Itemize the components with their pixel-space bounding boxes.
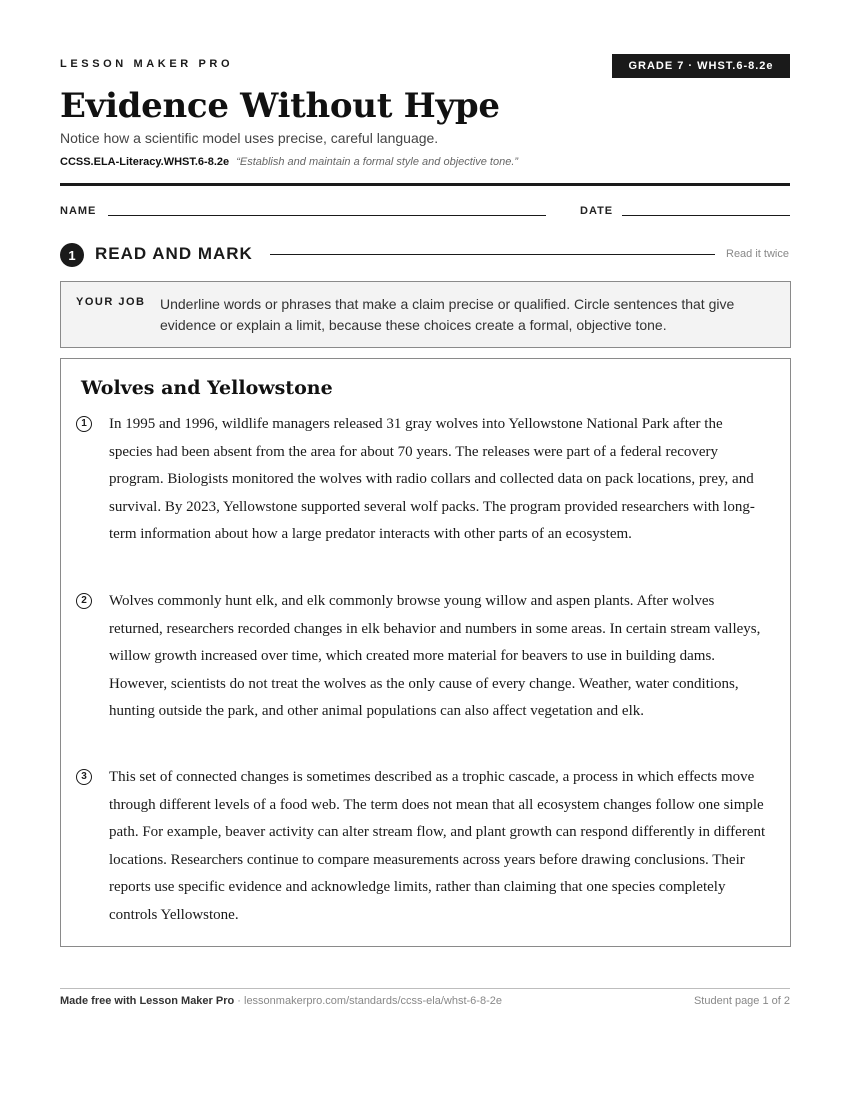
footer-divider	[60, 988, 790, 989]
paragraph-text: Wolves commonly hunt elk, and elk commonly browse young willow and aspen plants. After wolves returned, researchers recorded changes in elk behavior and numbers in some areas. In certain stream valleys, willow growth increased over time, which created more material for beavers to use in building dams. However, scientists do not treat the wolves as the only cause of every change. Weather, water conditions, hunting outside the park, and other animal populations can also affect vegetation and elk.	[109, 593, 761, 719]
name-field[interactable]	[108, 215, 546, 216]
reading-passage	[60, 358, 791, 947]
page-subtitle: Notice how a scientific model uses precise, careful language.	[60, 130, 439, 146]
section-number-badge: 1	[60, 243, 84, 267]
paragraph-number-badge: 2	[76, 593, 92, 609]
header-divider	[60, 183, 790, 186]
section-title: READ AND MARK	[95, 244, 253, 263]
name-label: NAME	[60, 205, 97, 217]
section-divider	[270, 254, 715, 255]
paragraph-number-badge: 1	[76, 416, 92, 432]
paragraph-number-badge: 3	[76, 769, 92, 785]
paragraph-text: In 1995 and 1996, wildlife managers released 31 gray wolves into Yellowstone National Park after the species had been absent from the area for about 70 years. The releases were part of a federal recovery program. Biologists monitored the wolves with radio collars and collected data on pack locations, prey, and survival. By 2023, Yellowstone supported several wolf packs. The program provided researchers with long-term information about how a large predator interacts with other parts of an ecosystem.	[109, 416, 755, 542]
date-label: DATE	[580, 205, 614, 217]
date-field[interactable]	[622, 215, 790, 216]
standard-line	[60, 156, 518, 168]
page-title: Evidence Without Hype	[60, 86, 500, 126]
footer-credit	[60, 995, 502, 1007]
instructions-box	[60, 281, 791, 348]
brand-name: LESSON MAKER PRO	[60, 58, 234, 70]
section-note: Read it twice	[726, 248, 789, 260]
footer-url[interactable]: · lessonmakerpro.com/standards/ccss-ela/whst-6-8-2e	[234, 995, 502, 1007]
passage-title: Wolves and Yellowstone	[81, 377, 333, 399]
instructions-text: Underline words or phrases that make a claim precise or qualified. Circle sentences that give evidence or explain a limit, because these choices create a formal, objective tone.	[160, 296, 735, 333]
footer-made-with: Made free with Lesson Maker Pro	[60, 995, 235, 1007]
footer-page-number: Student page 1 of 2	[693, 995, 790, 1007]
paragraph-text: This set of connected changes is sometimes described as a trophic cascade, a process in which effects move through different levels of a food web. The term does not mean that all ecosystem changes follow one simple path. For example, beaver activity can alter stream flow, and plant growth can respond differently in different locations. Researchers continue to compare measurements across years before drawing conclusions. Their reports use specific evidence and acknowledge limits, rather than claiming that one species completely controls Yellowstone.	[109, 769, 766, 923]
instructions-label: YOUR JOB	[76, 296, 146, 308]
standard-code: CCSS.ELA-Literacy.WHST.6-8.2e	[60, 156, 230, 168]
grade-badge: GRADE 7 · WHST.6-8.2e	[612, 54, 790, 78]
standard-quote: “Establish and maintain a formal style and objective tone.”	[236, 156, 519, 168]
